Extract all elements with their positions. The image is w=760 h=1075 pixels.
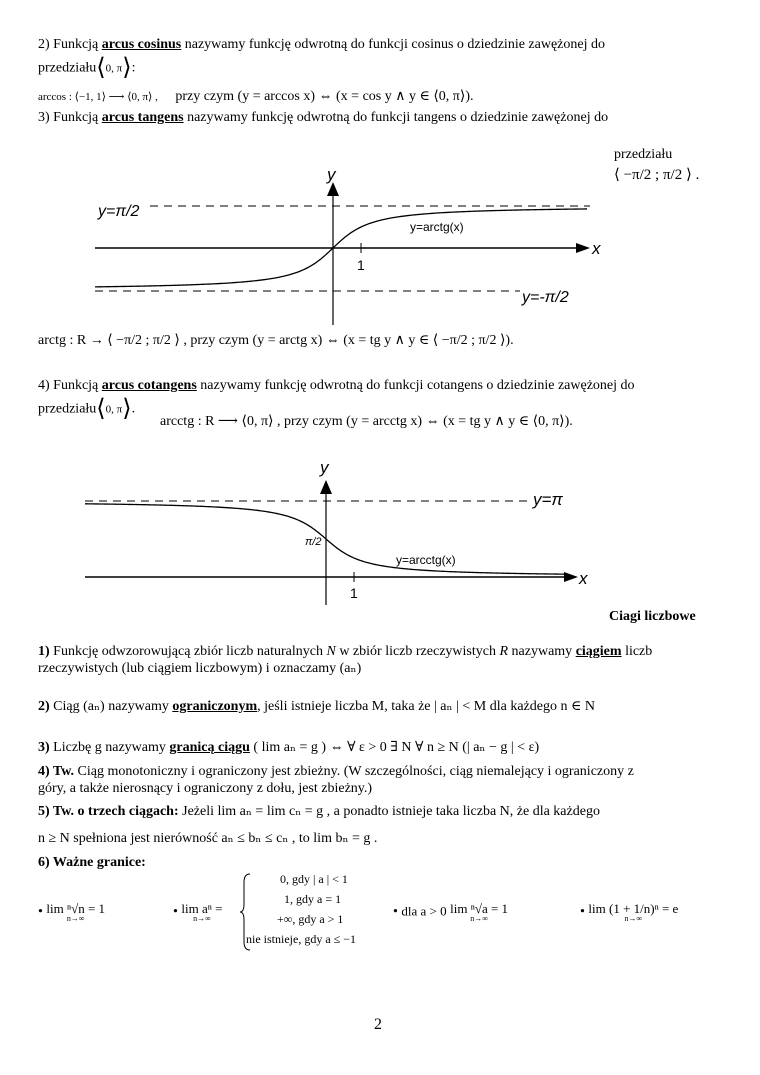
sequences-heading: Ciagi liczbowe	[609, 609, 696, 624]
arccot-interval-line: przedziału⟨0, π⟩.	[38, 396, 136, 422]
seq-def-1: 1) Funkcję odwzorowującą zbiór liczb naturalnych N w zbiór liczb rzeczywistych R nazywamy ciągiem liczb	[38, 644, 653, 659]
arccot-tick-label: 1	[350, 585, 358, 601]
page-number: 2	[374, 1016, 382, 1033]
arccot-x-label: x	[579, 569, 588, 588]
arctan-x-label: x	[592, 239, 601, 258]
arctan-definition: 3) Funkcją arcus tangens nazywamy funkcję odwrotną do funkcji tangens o dziedzinie zawężonej do	[38, 110, 609, 125]
arctan-asym-bottom-label: y=-π/2	[522, 289, 569, 306]
limit-nth-root-n: • lim ⁿ√n = 1 n→∞	[38, 901, 106, 923]
granica-term: granicą ciągu	[169, 740, 250, 755]
limit-a-power-n: • lim aⁿ = n→∞	[173, 901, 223, 923]
arccot-formula: arcctg : R ⟶ ⟨0, π⟩ , przy czym (y = arcctg x) ⇔ (x = tg y ∧ y ∈ ⟨0, π⟩).	[160, 414, 573, 429]
arctan-asym-top-label: y=π/2	[98, 203, 140, 220]
arccos-interval-line: przedziału⟨0, π⟩:	[38, 55, 136, 81]
seq-def-2: 2) Ciąg (aₙ) nazywamy ograniczonym, jeśli istnieje liczba M, taka że | aₙ | < M dla każdego n ∈ N	[38, 699, 595, 714]
arccot-intercept-label: π/2	[305, 536, 322, 548]
seq-thm-5-line2: n ≥ N spełniona jest nierówność aₙ ≤ bₙ ≤ cₙ , to lim bₙ = g .	[38, 831, 378, 846]
seq-thm-5: 5) Tw. o trzech ciągach: Jeżeli lim aₙ = lim cₙ = g , a ponadto istnieje taka liczba N, że dla każdego	[38, 804, 600, 819]
arctan-curve-label: y=arctg(x)	[410, 220, 464, 234]
ciagiem-term: ciągiem	[575, 644, 622, 659]
arccot-curve-label: y=arcctg(x)	[396, 553, 456, 567]
arccos-formula: arccos : ⟨−1, 1⟩ ⟶ ⟨0, π⟩ , przy czym (y = arccos x) ⇔ (x = cos y ∧ y ∈ ⟨0, π⟩).	[38, 89, 474, 104]
arctan-przedzialu: przedziału	[614, 147, 673, 162]
arctan-y-label: y	[327, 165, 336, 184]
arccot-y-arrow	[320, 480, 332, 494]
arccot-asym-top-label: y=π	[533, 490, 563, 509]
arctan-formula: arctg : R → ⟨ −π/2 ; π/2 ⟩ , przy czym (y = arctg x) ⇔ (x = tg y ∧ y ∈ ⟨ −π/2 ; π/2 ⟩).	[38, 333, 514, 348]
seq-def-3: 3) Liczbę g nazywamy granicą ciągu ( lim aₙ = g ) ⇔ ∀ ε > 0 ∃ N ∀ n ≥ N (| aₙ − g | < ε)	[38, 740, 540, 755]
seq-thm-4-line2: góry, a także nierosnący i ograniczony z dołu, jest zbieżny.)	[38, 781, 373, 796]
arccos-definition: 2) Funkcją arcus cosinus nazywamy funkcję odwrotną do funkcji cosinus o dziedzinie zawężonej do	[38, 37, 605, 52]
limit-e: • lim (1 + 1/n)ⁿ = e n→∞	[580, 901, 679, 923]
arccot-y-label: y	[320, 458, 329, 477]
ograniczonym-term: ograniczonym	[172, 699, 258, 714]
important-limits-heading: 6) Ważne granice:	[38, 855, 146, 870]
arccot-definition: 4) Funkcją arcus cotangens nazywamy funkcję odwrotną do funkcji cotangens o dziedzinie zawężonej do	[38, 378, 635, 393]
arctan-tick-label: 1	[357, 257, 365, 273]
seq-def-1-line2: rzeczywistych (lub ciągiem liczbowym) i oznaczamy (aₙ)	[38, 661, 362, 676]
arctan-interval: ⟨ −π/2 ; π/2 ⟩ .	[614, 167, 700, 183]
arctan-term: arcus tangens	[101, 110, 184, 125]
arccot-x-arrow	[564, 572, 578, 582]
arccot-term: arcus cotangens	[101, 378, 197, 393]
seq-thm-4: 4) Tw. Ciąg monotoniczny i ograniczony jest zbieżny. (W szczególności, ciąg niemalejący i ograniczony z	[38, 764, 634, 779]
limit-nth-root-a: • dla a > 0 lim ⁿ√a = 1 n→∞	[393, 901, 509, 923]
piecewise-cases: 0, gdy | a | < 1 1, gdy a = 1 +∞, gdy a > 1 nie istnieje, gdy a ≤ −1	[240, 872, 370, 952]
arccos-term: arcus cosinus	[101, 37, 182, 52]
arccot-curve	[85, 504, 565, 574]
